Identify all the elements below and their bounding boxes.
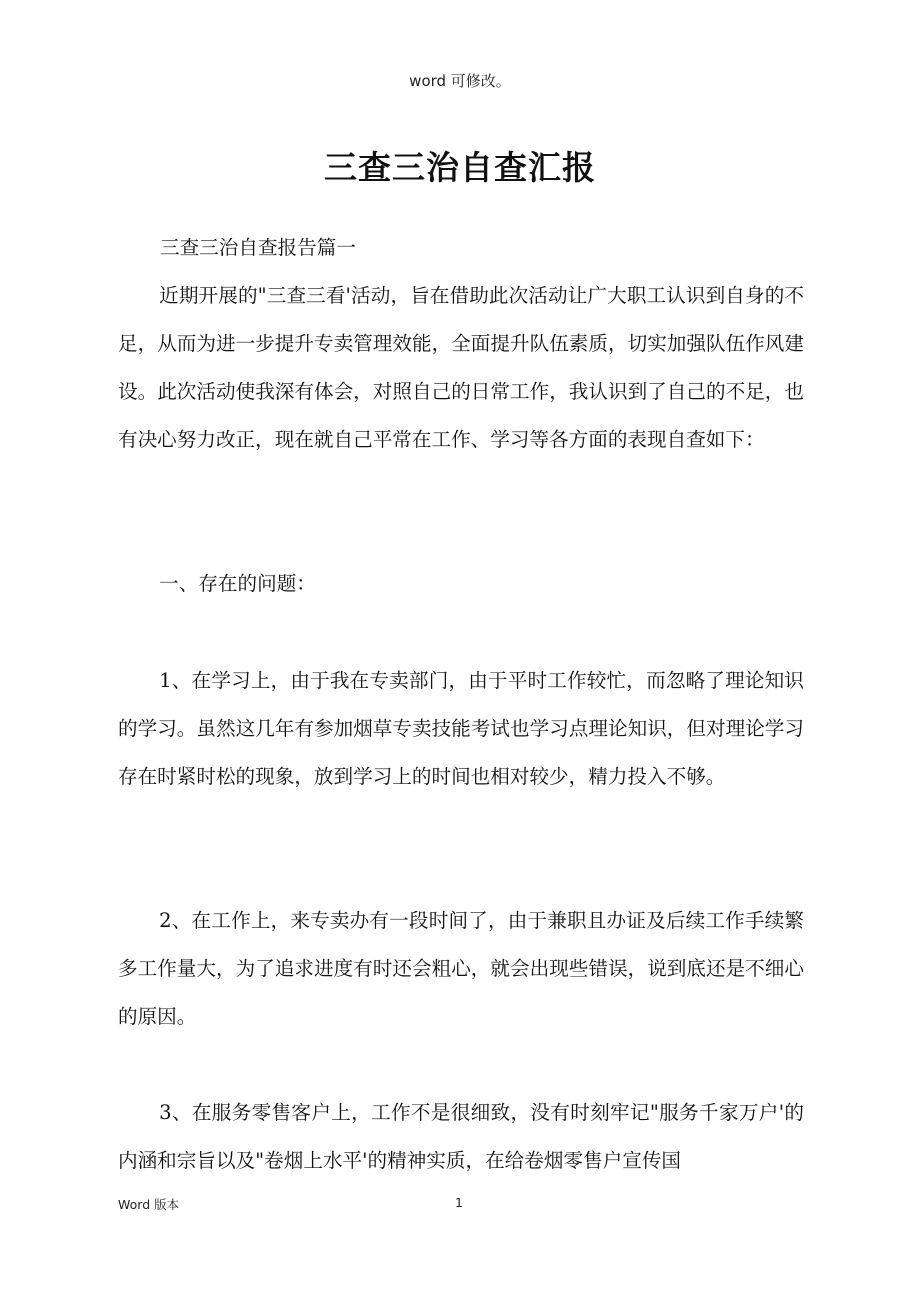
footer-version-label: Word 版本 (118, 1197, 180, 1212)
page-header: word 可修改。 (409, 72, 511, 90)
footer-page-number: 1 (455, 1195, 463, 1210)
document-title: 三查三治自查汇报 (324, 148, 596, 187)
paragraph-item-3: 3、在服务零售客户上，工作不是很细致，没有时刻牢记"服务千家万户'的内涵和宗旨以及"卷烟上水平'的精神实质，在给卷烟零售户宣传国 (118, 1101, 804, 1172)
document-subtitle: 三查三治自查报告篇一 (160, 236, 356, 259)
paragraph-intro: 近期开展的"三查三看'活动，旨在借助此次活动让广大职工认识到自身的不足，从而为进一步提升专卖管理效能，全面提升队伍素质，切实加强队伍作风建设。此次活动使我深有体会，对照自己的日常工作，我认识到了自己的不足，也有决心努力改正，现在就自己平常在工作、学习等各方面的表现自查如下： (118, 284, 804, 451)
paragraph-item-1: 1、在学习上，由于我在专卖部门，由于平时工作较忙，而忽略了理论知识的学习。虽然这几年有参加烟草专卖技能考试也学习点理论知识，但对理论学习存在时紧时松的现象，放到学习上的时间也相对较少，精力投入不够。 (118, 669, 804, 788)
section-heading-problems: 一、存在的问题： (159, 572, 316, 595)
paragraph-item-2: 2、在工作上，来专卖办有一段时间了，由于兼职且办证及后续工作手续繁多工作量大，为了追求进度有时还会粗心，就会出现些错误，说到底还是不细心的原因。 (118, 909, 804, 1028)
